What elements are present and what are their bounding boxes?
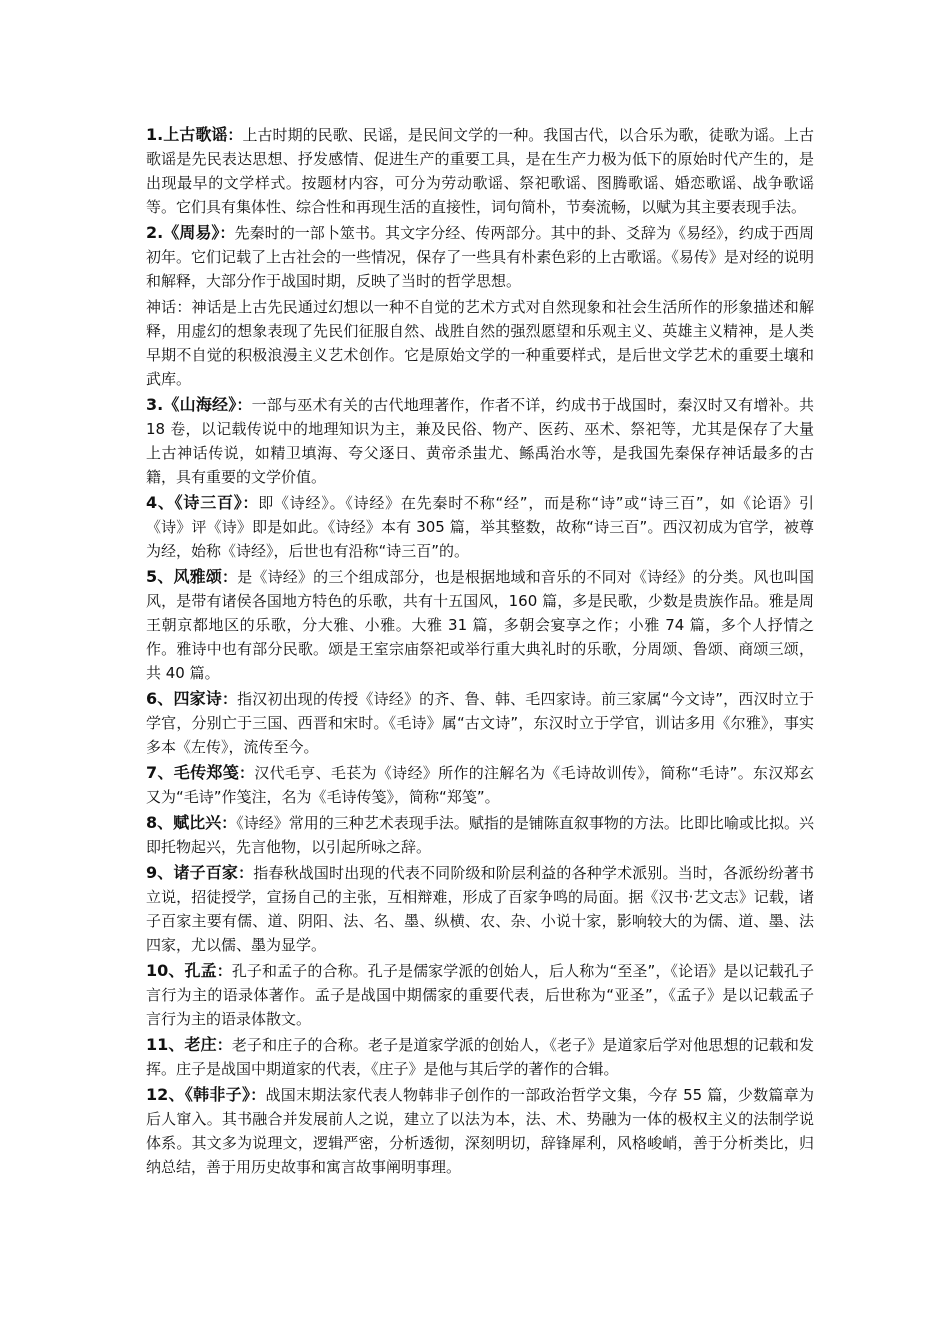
entry-8 <box>146 811 814 859</box>
entry-text: 老子和庄子的合称。老子是道家学派的创始人，《老子》是道家后学对他思想的记载和发挥。庄子是战国中期道家的代表，《庄子》是他与其后学的著作的合辑。 <box>146 1036 814 1078</box>
entry-term: 老庄 <box>184 1035 217 1054</box>
entry-separator: ： <box>221 814 237 832</box>
entry-5 <box>146 565 814 685</box>
entry-1 <box>146 123 814 219</box>
entry-2 <box>146 221 814 293</box>
entry-number: 1. <box>146 125 164 144</box>
entry-number: 9、 <box>146 863 174 882</box>
entry-separator: ： <box>221 690 238 708</box>
entry-11 <box>146 1033 814 1081</box>
entry-7 <box>146 761 814 809</box>
entry-separator: ： <box>250 1086 266 1104</box>
entry-separator: ： <box>242 494 259 512</box>
entry-text: 战国末期法家代表人物韩非子创作的一部政治哲学文集，今存 55 篇，少数篇章为后人窜入。其书融合并发展前人之说，建立了以法为本，法、术、势融为一体的极权主义的法制学说体系。其文多为说理文，逻辑严密，分析透彻，深刻明切，辞锋犀利，风格峻峭，善于分析类比，归纳总结，善于用历史故事和寓言故事阐明事理。 <box>146 1086 814 1176</box>
entry-number: 11、 <box>146 1035 185 1054</box>
entry-myth <box>146 295 814 391</box>
entry-separator: ： <box>222 568 238 586</box>
entry-number: 10、 <box>146 961 185 980</box>
entry-number: 6、 <box>146 689 174 708</box>
entry-term: 风雅颂 <box>173 567 223 586</box>
entry-text: 《诗经》常用的三种艺术表现手法。赋指的是铺陈直叙事物的方法。比即比喻或比拟。兴即托物起兴，先言他物，以引起所咏之辞。 <box>146 814 814 856</box>
entry-number: 12、 <box>146 1085 185 1104</box>
entry-separator: ： <box>238 864 254 882</box>
entry-text: 汉代毛亨、毛苌为《诗经》所作的注解名为《毛诗故训传》，简称“毛诗”。东汉郑玄又为“毛诗”作笺注，名为《毛诗传笺》，简称“郑笺”。 <box>146 764 814 806</box>
entry-term: 上古歌谣 <box>163 125 228 144</box>
entry-text: 是《诗经》的三个组成部分，也是根据地域和音乐的不同对《诗经》的分类。风也叫国风，是带有诸侯各国地方特色的乐歌，共有十五国风，160 篇，多是民歌，少数是贵族作品。雅是周王朝京都地区的乐歌，分大雅、小雅。大雅 31 篇，多朝会宴享之作；小雅 74 篇，多个人抒情之作。雅诗中也有部分民歌。颂是王室宗庙祭祀或举行重大典礼时的乐歌，分周颂、鲁颂、商颂三颂，共 40 篇。 <box>146 568 814 682</box>
entry-separator: ： <box>239 764 255 782</box>
entry-term: 赋比兴 <box>173 813 222 832</box>
entry-9 <box>146 861 814 957</box>
entry-number: 7、 <box>146 763 174 782</box>
entry-term: 《韩非子》 <box>184 1085 251 1104</box>
entry-number: 4、 <box>146 493 175 512</box>
entry-text: 指春秋战国时出现的代表不同阶级和阶层利益的各种学术派别。当时，各派纷纷著书立说，招徒授学，宣扬自己的主张，互相辩难，形成了百家争鸣的局面。据《汉书·艺文志》记载，诸子百家主要有儒、道、阴阳、法、名、墨、纵横、农、杂、小说十家，影响较大的为儒、道、墨、法四家，尤以儒、墨为显学。 <box>146 864 814 954</box>
entry-separator: ： <box>219 224 235 242</box>
document-page <box>146 123 814 1181</box>
entry-4 <box>146 491 814 563</box>
entry-term: 《周易》 <box>163 223 220 242</box>
entry-separator: ： <box>216 1036 232 1054</box>
entry-6 <box>146 687 814 759</box>
entry-number: 5、 <box>146 567 174 586</box>
entry-term: 毛传郑笺 <box>173 763 240 782</box>
entry-term: 《山海经》 <box>163 395 237 414</box>
entry-text: 一部与巫术有关的古代地理著作，作者不详，约成书于战国时，秦汉时又有增补。共 18 卷，以记载传说中的地理知识为主，兼及民俗、物产、医药、巫术、祭祀等，尤其是保存了大量上古神话传说，如精卫填海、夸父逐日、黄帝杀蚩尤、鲧禹治水等，是我国先秦保存神话最多的古籍，具有重要的文学价值。 <box>146 396 814 486</box>
entry-text: 孔子和孟子的合称。孔子是儒家学派的创始人，后人称为“至圣”，《论语》是以记载孔子言行为主的语录体著作。孟子是战国中期儒家的重要代表，后世称为“亚圣”，《孟子》是以记载孟子言行为主的语录体散文。 <box>146 962 814 1028</box>
entry-number: 8、 <box>146 813 174 832</box>
entry-term: 四家诗 <box>173 689 222 708</box>
entry-10 <box>146 959 814 1031</box>
entry-term: 诸子百家 <box>173 863 239 882</box>
entry-text: 即《诗经》。《诗经》在先秦时不称“经”，而是称“诗”或“诗三百”，如《论语》引《诗》评《诗》即是如此。《诗经》本有 305 篇，举其整数，故称“诗三百”。西汉初成为官学，被尊为经，始称《诗经》，后世也有沿称“诗三百”的。 <box>146 494 814 560</box>
entry-12 <box>146 1083 814 1179</box>
entry-number: 3. <box>146 395 164 414</box>
entry-separator: ： <box>216 962 232 980</box>
entry-number: 2. <box>146 223 164 242</box>
entry-3 <box>146 393 814 489</box>
entry-text: 神话：神话是上古先民通过幻想以一种不自觉的艺术方式对自然现象和社会生活所作的形象描述和解释，用虚幻的想象表现了先民们征服自然、战胜自然的强烈愿望和乐观主义、英雄主义精神，是人类早期不自觉的积极浪漫主义艺术创作。它是原始文学的一种重要样式，是后世文学艺术的重要土壤和武库。 <box>146 298 814 388</box>
entry-separator: ： <box>236 396 252 414</box>
entry-term: 孔孟 <box>184 961 217 980</box>
entry-separator: ： <box>227 126 243 144</box>
entry-term: 《诗三百》 <box>174 493 243 512</box>
entry-text: 先秦时的一部卜筮书。其文字分经、传两部分。其中的卦、爻辞为《易经》，约成于西周初年。它们记载了上古社会的一些情况，保存了一些具有朴素色彩的上古歌谣。《易传》是对经的说明和解释，大部分作于战国时期，反映了当时的哲学思想。 <box>146 224 814 290</box>
entry-text: 指汉初出现的传授《诗经》的齐、鲁、韩、毛四家诗。前三家属“今文诗”，西汉时立于学官，分别亡于三国、西晋和宋时。《毛诗》属“古文诗”，东汉时立于学官，训诂多用《尔雅》，事实多本《左传》，流传至今。 <box>146 690 814 756</box>
entry-text: 上古时期的民歌、民谣，是民间文学的一种。我国古代，以合乐为歌，徒歌为谣。上古歌谣是先民表达思想、抒发感情、促进生产的重要工具，是在生产力极为低下的原始时代产生的，是出现最早的文学样式。按题材内容，可分为劳动歌谣、祭祀歌谣、图腾歌谣、婚恋歌谣、战争歌谣等。它们具有集体性、综合性和再现生活的直接性，词句简朴，节奏流畅，以赋为其主要表现手法。 <box>146 126 814 216</box>
